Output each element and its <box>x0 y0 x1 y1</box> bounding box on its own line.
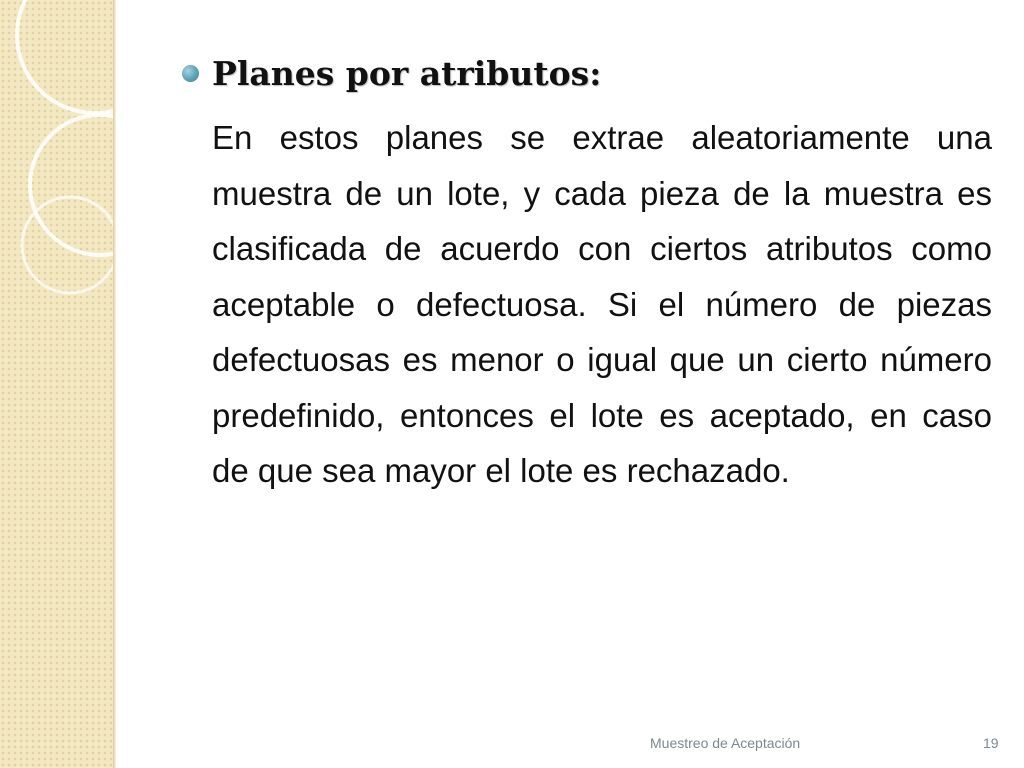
decorative-side-band <box>0 0 113 768</box>
bullet-dot-icon <box>182 65 199 82</box>
footer-title: Muestreo de Aceptación <box>650 735 801 751</box>
decorative-rings-icon <box>0 0 113 768</box>
slide-content <box>182 48 992 499</box>
bullet-item <box>182 48 992 100</box>
slide-heading: Planes por atributos: <box>212 54 602 93</box>
page-number: 19 <box>983 735 999 751</box>
side-band-edge <box>113 0 116 768</box>
slide-body-paragraph: En estos planes se extrae aleatoriamente una muestra de un lote, y cada pieza de la muestra es clasificada de acuerdo con ciertos atributos como aceptable o defectuosa. Si el número de piezas defectuosas es menor o igual que un cierto número predefinido, entonces el lote es aceptado, en caso de que sea mayor el lote es rechazado. <box>212 119 992 489</box>
